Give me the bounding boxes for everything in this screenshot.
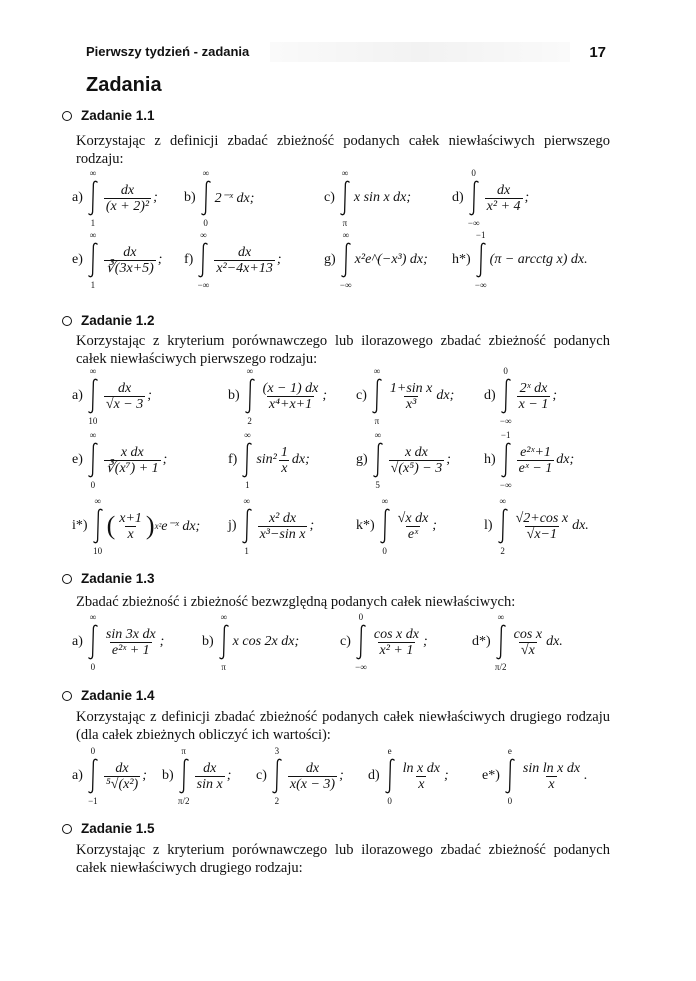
upper-limit: ∞ [342,230,349,240]
denominator: √x [520,642,535,658]
integral-sign-icon [499,366,512,426]
fraction [388,381,435,412]
integral-sign-icon [494,612,507,672]
fraction [288,761,337,792]
integral-sign-icon [371,366,383,426]
integral-item [324,232,428,288]
denominator: ∛(x⁷) + 1 [105,460,159,476]
lower-limit: 0 [203,218,208,228]
numerator: cos x [513,626,543,642]
numerator: sin 3x dx [105,626,156,642]
denominator: √(x⁵) − 3 [390,460,443,476]
fraction [517,381,551,412]
integrand-suffix: ; [153,190,158,205]
integrand-suffix: dx. [546,634,563,649]
denominator: x [281,460,288,476]
upper-limit: ∞ [94,496,101,506]
upper-limit: 0 [90,746,96,756]
denominator: x(x − 3) [289,776,336,792]
fraction [485,183,523,214]
integral-sign-icon [200,168,212,228]
integral-sign-icon [467,168,480,228]
integrand-suffix: ; [552,388,558,403]
exercise-text: Korzystając z kryterium porównawczego lub ilorazowego zbadać zbieżność podanych całek niewłaściwych drugiego rodzaju: [76,842,610,876]
integral-item [482,748,588,804]
exercise-heading: Zadanie 1.3 [62,571,155,586]
integrand-suffix: ; [157,252,163,267]
item-label: k*) [356,518,375,533]
integral-item [484,498,589,554]
fraction [195,761,225,792]
fraction [261,381,321,412]
item-label: e) [72,252,83,267]
denominator: √x−1 [526,526,557,542]
upper-limit: ∞ [244,430,251,440]
item-label: e) [72,452,83,467]
integral-item [484,432,574,488]
item-label: h) [484,452,496,467]
denominator: e²ˣ + 1 [111,642,150,658]
upper-limit: ∞ [243,496,250,506]
numerator: dx [123,244,137,260]
integral-item [202,614,299,670]
lower-limit: −∞ [474,280,487,290]
integral-item [452,170,529,226]
numerator: sin ln x dx [522,760,581,776]
upper-limit: −1 [475,230,486,240]
lower-limit: 1 [90,218,96,228]
denominator: x [418,776,425,792]
integral-item [368,748,449,804]
integrand-suffix: ; [422,634,428,649]
numerator: cos x dx [373,626,419,642]
circle-bullet-icon [62,824,72,834]
integrand: 2⁻ˣ dx; [214,190,255,206]
lower-limit: 1 [244,546,249,556]
numerator: dx [237,244,252,260]
exponent: x² [154,521,162,531]
integrand-suffix: ; [444,768,449,783]
integrand-suffix: dx; [291,452,310,467]
upper-limit: 3 [274,746,280,756]
denominator: eˣ [407,526,419,542]
fraction [512,627,544,658]
integrand-suffix: ; [309,518,315,533]
upper-limit: ∞ [89,430,97,440]
lower-limit: 0 [382,546,387,556]
upper-limit: ∞ [341,168,349,178]
integral-sign-icon [197,230,210,290]
upper-limit: ∞ [89,230,97,240]
item-label: b) [184,190,196,205]
upper-limit: ∞ [200,230,207,240]
integral-item [356,498,437,554]
numerator: ln x dx [402,760,440,776]
integral-sign-icon [87,366,99,426]
upper-limit: ∞ [373,366,381,376]
denominator: sin x [196,776,223,792]
denominator: x² + 1 [379,642,414,658]
denominator: x²−4x+13 [216,260,273,276]
numerator: √x dx [397,510,429,526]
item-label: g) [324,252,336,267]
lower-limit: −∞ [467,218,480,228]
integral-sign-icon [271,746,283,806]
lower-limit: 10 [93,546,103,556]
section-title: Zadania [86,74,162,96]
item-label: j) [228,518,237,533]
integral-sign-icon [379,496,391,556]
lower-limit: 5 [375,480,380,490]
integrand-suffix: . [584,768,588,783]
circle-bullet-icon [62,574,72,584]
integral-sign-icon [474,230,487,290]
integral-item [228,498,314,554]
upper-limit: ∞ [89,168,97,178]
integrand-suffix: dx; [556,452,575,467]
integral-sign-icon [87,612,99,672]
item-label: d) [484,388,496,403]
fraction [104,381,145,412]
lower-limit: 2 [500,546,505,556]
left-paren: ( [106,511,116,540]
exercise-heading: Zadanie 1.5 [62,821,155,836]
integral-item [324,170,411,226]
upper-limit: ∞ [246,366,253,376]
running-header-title: Pierwszy tydzień - zadania [86,44,250,59]
numerator: (x − 1) dx [262,380,319,396]
integral-sign-icon [218,612,230,672]
numerator: x² dx [268,510,297,526]
integral-item [72,748,147,804]
fraction [401,761,442,792]
upper-limit: e [387,746,392,756]
integrand-suffix: ; [432,518,437,533]
numerator: dx [115,760,129,776]
integral-item [472,614,563,670]
item-label: g) [356,452,368,467]
denominator: (x + 2)² [105,198,150,214]
item-label: i*) [72,518,88,533]
fraction [517,445,555,476]
lower-limit: π [342,218,348,228]
fraction [521,761,582,792]
integrand: x²e^(−x³) dx; [354,252,428,267]
lower-limit: 10 [88,416,98,426]
numerator: x dx [404,444,428,460]
integrand-suffix: ; [159,634,165,649]
item-label: d*) [472,634,491,649]
lower-limit: −∞ [197,280,210,290]
exercise-text: Korzystając z definicji zbadać zbieżność podanych całek niewłaściwych drugiego rodzaju (dla całek zbieżnych obliczyć ich wartości): [76,709,610,743]
item-label: a) [72,388,83,403]
lower-limit: 1 [245,480,250,490]
exercise-heading: Zadanie 1.1 [62,108,155,123]
exercise-text: Korzystając z kryterium porównawczego lub ilorazowego zbadać zbieżność podanych całek niewłaściwych pierwszego rodzaju: [76,333,610,367]
lower-limit: 1 [90,280,96,290]
page-number: 17 [589,44,606,61]
fraction [372,627,421,658]
circle-bullet-icon [62,111,72,121]
fraction [258,511,308,542]
fraction [389,445,445,476]
integrand-suffix: ; [446,452,451,467]
upper-limit: e [507,746,512,756]
upper-limit: π [181,746,186,756]
item-label: a) [72,768,83,783]
lower-limit: 0 [90,480,96,490]
integrand-suffix: ; [226,768,232,783]
fraction [279,445,290,476]
integrand-suffix: e⁻ˣ dx; [161,518,201,534]
integrand-suffix: dx. [572,518,589,533]
lower-limit: 0 [90,662,96,672]
integrand-suffix: ; [339,768,344,783]
numerator: dx [203,760,217,776]
integral-sign-icon [87,746,99,806]
numerator: e²ˣ+1 [520,444,551,460]
upper-limit: ∞ [202,168,209,178]
denominator: x [548,776,555,792]
fraction [396,511,431,542]
integral-sign-icon [384,746,396,806]
lower-limit: π [221,662,226,672]
integral-sign-icon [339,168,351,228]
item-label: d) [368,768,380,783]
upper-limit: ∞ [89,366,97,376]
numerator: 2ˣ dx [519,380,548,396]
item-label: c) [356,388,367,403]
integral-item [72,232,162,288]
integrand-suffix: ; [162,452,168,467]
integral-item [72,614,164,670]
denominator: ∛(3x+5) [105,260,154,276]
integral-sign-icon [355,612,367,672]
integral-sign-icon [177,746,190,806]
upper-limit: ∞ [220,612,227,622]
integral-item [340,614,428,670]
integral-item [356,432,451,488]
numerator: dx [496,182,511,198]
fraction [104,761,140,792]
lower-limit: −∞ [499,416,512,426]
item-label: b) [162,768,174,783]
numerator: √2+cos x [515,510,569,526]
lower-limit: −∞ [339,280,352,290]
fraction [104,627,158,658]
integral-item [162,748,231,804]
item-label: h*) [452,252,471,267]
upper-limit: −1 [500,430,511,440]
integral-item [484,368,557,424]
item-label: f) [184,252,194,267]
integrand-prefix: sin² [256,452,277,467]
integral-sign-icon [339,230,352,290]
denominator: x⁴+x+1 [268,396,313,412]
denominator: ⁵√(x²) [105,776,139,792]
item-label: b) [228,388,240,403]
right-paren: ) [145,511,155,540]
lower-limit: 0 [507,796,513,806]
numerator: dx [120,182,135,198]
integrand-suffix: ; [142,768,147,783]
item-label: c) [256,768,267,783]
integral-sign-icon [497,496,509,556]
exercise-text: Korzystając z definicji zbadać zbieżność podanych całek niewłaściwych pierwszego rodzaju: [76,133,610,167]
denominator: √x − 3 [105,396,144,412]
denominator: x³ [405,396,417,412]
integral-item [72,432,167,488]
item-label: c) [324,190,335,205]
numerator: 1 [280,444,288,460]
upper-limit: ∞ [89,612,97,622]
item-label: b) [202,634,214,649]
numerator: x+1 [119,510,142,526]
fraction [514,511,571,542]
integral-sign-icon [504,746,516,806]
integral-item [356,368,454,424]
integrand: x sin x dx; [353,190,412,205]
numerator: dx [305,760,320,776]
upper-limit: ∞ [499,496,506,506]
integrand-suffix: ; [524,190,530,205]
integral-item [452,232,588,288]
lower-limit: −∞ [355,662,367,672]
exercise-heading: Zadanie 1.2 [62,313,155,328]
denominator: x² + 4 [486,198,521,214]
integral-sign-icon [92,496,104,556]
integrand: (π − arcctg x) dx. [489,252,588,267]
upper-limit: ∞ [381,496,388,506]
integrand-suffix: ; [147,388,152,403]
item-label: a) [72,634,83,649]
item-label: l) [484,518,493,533]
upper-limit: 0 [358,612,364,622]
denominator: x [127,526,134,542]
upper-limit: ∞ [497,612,504,622]
circle-bullet-icon [62,316,72,326]
lower-limit: −∞ [499,480,512,490]
circle-bullet-icon [62,691,72,701]
integral-sign-icon [244,366,256,426]
numerator: x dx [120,444,144,460]
integrand-suffix: dx; [436,388,455,403]
numerator: 1+sin x [389,380,433,396]
item-label: d) [452,190,464,205]
fraction [104,183,151,214]
integral-item [228,432,310,488]
integral-sign-icon [372,430,384,490]
numerator: dx [117,380,132,396]
integrand-suffix: ; [276,252,282,267]
integral-item [228,368,327,424]
lower-limit: π/2 [494,662,507,672]
exercise-heading: Zadanie 1.4 [62,688,155,703]
integral-item [184,170,254,226]
integral-item [72,368,152,424]
integral-sign-icon [499,430,512,490]
lower-limit: 2 [247,416,252,426]
denominator: x³−sin x [259,526,306,542]
item-label: e*) [482,768,500,783]
integral-sign-icon [87,168,99,228]
integral-item [72,498,200,554]
lower-limit: π/2 [177,796,190,806]
integral-sign-icon [241,496,253,556]
fraction [104,245,156,276]
item-label: a) [72,190,83,205]
denominator: x − 1 [518,396,549,412]
integral-item [72,170,158,226]
integral-sign-icon [241,430,253,490]
exercise-text: Zbadać zbieżność i zbieżność bezwzględną podanych całek niewłaściwych: [76,594,516,610]
upper-limit: 0 [503,366,508,376]
integral-item [256,748,344,804]
fraction [104,445,161,476]
integral-sign-icon [87,230,99,290]
integrand-suffix: ; [322,388,328,403]
integral-sign-icon [87,430,99,490]
header-shading [270,42,570,62]
integrand: x cos 2x dx; [232,634,300,649]
fraction [214,245,275,276]
lower-limit: −1 [88,796,98,806]
upper-limit: 0 [471,168,476,178]
upper-limit: ∞ [374,430,381,440]
lower-limit: π [374,416,380,426]
item-label: c) [340,634,351,649]
denominator: eˣ − 1 [518,460,553,476]
fraction [117,511,144,542]
integral-item [184,232,282,288]
lower-limit: 0 [387,796,392,806]
lower-limit: 2 [274,796,280,806]
item-label: f) [228,452,238,467]
